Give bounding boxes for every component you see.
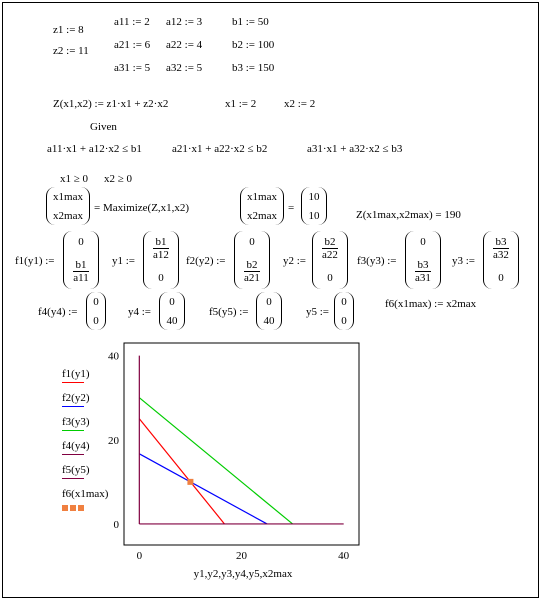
f1-num: b1 bbox=[73, 259, 88, 272]
y5-def[interactable]: y5 := bbox=[306, 306, 330, 318]
x2-guess[interactable]: x2 := 2 bbox=[284, 98, 316, 110]
objective-def[interactable]: Z(x1,x2) := z1·x1 + z2·x2 bbox=[53, 98, 169, 110]
a11-def[interactable]: a11 := 2 bbox=[114, 16, 150, 28]
constraint-x2-nonneg[interactable]: x2 ≥ 0 bbox=[104, 173, 133, 185]
f3-top: 0 bbox=[420, 236, 426, 249]
x-axis-label: y1,y2,y3,y4,y5,x2max bbox=[193, 568, 293, 580]
x-tick-label: 40 bbox=[338, 550, 350, 562]
result-value-1: 10 bbox=[308, 190, 320, 203]
legend-label: f5(y5) bbox=[62, 464, 90, 476]
y-tick-label: 40 bbox=[108, 350, 119, 363]
x1-guess[interactable]: x1 := 2 bbox=[225, 98, 257, 110]
f5-def[interactable]: f5(y5) := bbox=[209, 306, 249, 318]
b2-def[interactable]: b2 := 100 bbox=[232, 39, 275, 51]
y5-bottom: 0 bbox=[341, 314, 347, 327]
legend-item bbox=[62, 368, 122, 392]
legend-item bbox=[62, 416, 122, 440]
y1-den: a12 bbox=[153, 249, 169, 262]
result-x1max: x1max bbox=[247, 190, 277, 203]
f6-def[interactable]: f6(x1max) := x2max bbox=[385, 298, 477, 310]
given-keyword[interactable]: Given bbox=[90, 121, 117, 133]
a32-def[interactable]: a32 := 5 bbox=[166, 62, 203, 74]
result-x2max: x2max bbox=[247, 209, 277, 222]
f4-top: 0 bbox=[93, 295, 99, 308]
constraint-1[interactable]: a11·x1 + a12·x2 ≤ b1 bbox=[47, 143, 142, 155]
y2-vector[interactable] bbox=[312, 231, 348, 289]
result-vector-values[interactable] bbox=[301, 187, 327, 225]
maximize-call[interactable]: = Maximize(Z,x1,x2) bbox=[94, 202, 190, 214]
f3-vector[interactable] bbox=[405, 231, 441, 289]
f3-num: b3 bbox=[415, 259, 431, 272]
legend-swatch-markers bbox=[62, 502, 86, 514]
y2-den: a22 bbox=[322, 249, 338, 262]
z1-def[interactable]: z1 := 8 bbox=[53, 24, 84, 36]
plot-legend bbox=[62, 368, 122, 512]
y4-top: 0 bbox=[169, 295, 175, 308]
f1-def[interactable]: f1(y1) := bbox=[15, 255, 55, 267]
legend-item bbox=[62, 464, 122, 488]
y1-fraction bbox=[153, 236, 169, 261]
legend-label: f4(y4) bbox=[62, 440, 90, 452]
vector-x2max: x2max bbox=[53, 209, 83, 222]
legend-item bbox=[62, 392, 122, 416]
legend-label: f2(y2) bbox=[62, 392, 90, 404]
legend-swatch-line bbox=[62, 430, 84, 431]
legend-swatch-line bbox=[62, 478, 84, 479]
f4-bottom: 0 bbox=[93, 314, 99, 327]
f1-den: a11 bbox=[73, 271, 89, 284]
f1-fraction bbox=[73, 259, 88, 284]
y2-fraction bbox=[322, 236, 338, 261]
f5-vector[interactable] bbox=[256, 292, 282, 330]
equals-sign: = bbox=[288, 202, 295, 214]
legend-label: f6(x1max) bbox=[62, 488, 109, 500]
z2-def[interactable]: z2 := 11 bbox=[53, 45, 89, 57]
a31-def[interactable]: a31 := 5 bbox=[114, 62, 151, 74]
f1-top: 0 bbox=[78, 236, 84, 249]
f4-vector[interactable] bbox=[86, 292, 106, 330]
y5-top: 0 bbox=[341, 295, 347, 308]
y-tick-label: 20 bbox=[108, 434, 119, 447]
f3-den: a31 bbox=[415, 271, 431, 284]
constraint-3[interactable]: a31·x1 + a32·x2 ≤ b3 bbox=[307, 143, 403, 155]
constraint-2[interactable]: a21·x1 + a22·x2 ≤ b2 bbox=[172, 143, 268, 155]
y2-bottom: 0 bbox=[327, 271, 333, 284]
legend-item bbox=[62, 440, 122, 464]
legend-label: f1(y1) bbox=[62, 368, 90, 380]
f2-num: b2 bbox=[244, 259, 260, 272]
legend-label: f3(y3) bbox=[62, 416, 90, 428]
legend-swatch-line bbox=[62, 454, 84, 455]
legend-swatch-line bbox=[62, 406, 84, 407]
f1-vector[interactable] bbox=[63, 231, 99, 289]
f2-vector[interactable] bbox=[234, 231, 270, 289]
y-tick-label: 0 bbox=[113, 518, 119, 531]
y1-def[interactable]: y1 := bbox=[112, 255, 136, 267]
y2-num: b2 bbox=[322, 236, 338, 249]
a12-def[interactable]: a12 := 3 bbox=[166, 16, 203, 28]
x-tick-label: 0 bbox=[136, 550, 143, 562]
y1-vector[interactable] bbox=[143, 231, 179, 289]
y3-bottom: 0 bbox=[498, 271, 504, 284]
solution-vector[interactable] bbox=[46, 187, 90, 225]
f2-fraction bbox=[244, 259, 260, 284]
f3-fraction bbox=[415, 259, 431, 284]
y3-den: a32 bbox=[493, 249, 509, 262]
f5-bottom: 40 bbox=[263, 314, 275, 327]
y4-vector[interactable] bbox=[159, 292, 185, 330]
y3-def[interactable]: y3 := bbox=[452, 255, 476, 267]
y3-num: b3 bbox=[493, 236, 509, 249]
y4-def[interactable]: y4 := bbox=[128, 306, 152, 318]
x-tick-label: 20 bbox=[236, 550, 247, 562]
f5-top: 0 bbox=[266, 295, 272, 308]
legend-swatch-line bbox=[62, 382, 84, 383]
vector-x1max: x1max bbox=[53, 190, 83, 203]
f4-def[interactable]: f4(y4) := bbox=[38, 306, 78, 318]
f2-def[interactable]: f2(y2) := bbox=[186, 255, 226, 267]
y1-bottom: 0 bbox=[158, 271, 164, 284]
b3-def[interactable]: b3 := 150 bbox=[232, 62, 275, 74]
y1-num: b1 bbox=[153, 236, 169, 249]
y3-vector[interactable] bbox=[483, 231, 519, 289]
y4-bottom: 40 bbox=[166, 314, 178, 327]
legend-item bbox=[62, 488, 122, 512]
a21-def[interactable]: a21 := 6 bbox=[114, 39, 151, 51]
result-vector-names[interactable] bbox=[240, 187, 284, 225]
b1-def[interactable]: b1 := 50 bbox=[232, 16, 269, 28]
f2-den: a21 bbox=[244, 271, 260, 284]
f3-def[interactable]: f3(y3) := bbox=[357, 255, 397, 267]
a22-def[interactable]: a22 := 4 bbox=[166, 39, 203, 51]
constraint-x1-nonneg[interactable]: x1 ≥ 0 bbox=[60, 173, 89, 185]
y5-vector[interactable] bbox=[334, 292, 354, 330]
y2-def[interactable]: y2 := bbox=[283, 255, 307, 267]
f2-top: 0 bbox=[249, 236, 255, 249]
z-value[interactable]: Z(x1max,x2max) = 190 bbox=[356, 209, 461, 221]
result-value-2: 10 bbox=[308, 209, 320, 222]
y3-fraction bbox=[493, 236, 509, 261]
